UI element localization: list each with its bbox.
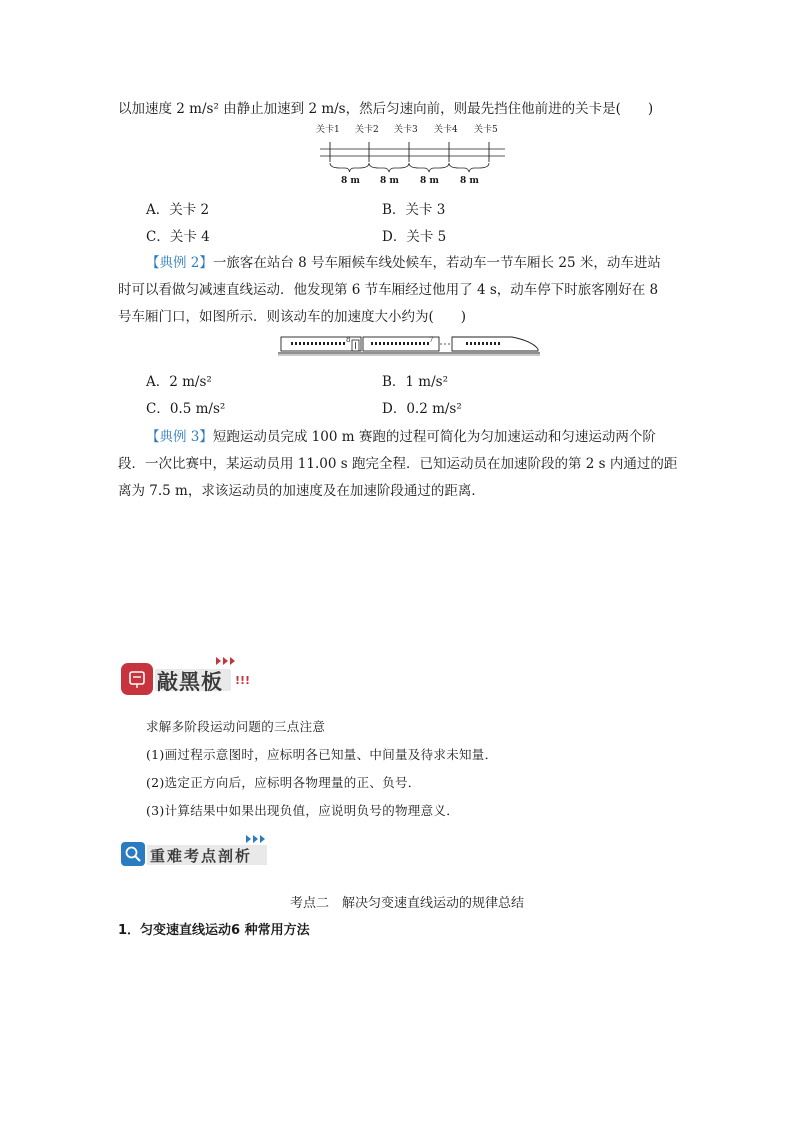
question-1-stem: 以加速度 2 m/s² 由静止加速到 2 m/s，然后匀速向前，则最先挡住他前进的关卡是( ) xyxy=(118,101,654,117)
option-b: B．1 m/s² xyxy=(382,374,448,390)
gate-label: 关卡1 xyxy=(316,125,340,135)
option-b: B．关卡 3 xyxy=(382,202,446,218)
car-label-7: 7 xyxy=(429,336,434,344)
note-item: (1)画过程示意图时，应标明各已知量、中间量及待求未知量． xyxy=(146,747,498,762)
gates-diagram xyxy=(300,118,520,190)
exclaim-marks: !!! xyxy=(235,674,251,687)
gate-label: 关卡2 xyxy=(355,125,379,135)
spacing-label: 8 m xyxy=(420,176,439,186)
note-item: (3)计算结果中如果出现负值，应说明负号的物理意义． xyxy=(146,803,460,818)
option-c: C．关卡 4 xyxy=(146,229,210,245)
arrows-decoration-icon xyxy=(214,656,238,666)
section-subheading: 1．匀变速直线运动6 种常用方法 xyxy=(118,923,310,938)
spacing-label: 8 m xyxy=(380,176,399,186)
text: 一旅客在站台 8 号车厢候车线处候车，若动车一节车厢长 25 米，动车进站 xyxy=(212,255,661,271)
search-icon xyxy=(121,842,145,866)
blackboard-banner xyxy=(119,660,269,698)
train-diagram xyxy=(276,333,542,357)
example-tag: 【典例 3】 xyxy=(146,429,213,445)
blackboard-icon xyxy=(121,663,153,695)
arrows-decoration-icon xyxy=(244,834,268,844)
option-d: D．0.2 m/s² xyxy=(382,401,462,417)
gate-label: 关卡4 xyxy=(434,125,458,135)
note-item: (2)选定正方向后，应标明各物理量的正、负号． xyxy=(146,775,421,790)
option-c: C．0.5 m/s² xyxy=(146,401,226,417)
question-2-line-3: 号车厢门口，如图所示．则该动车的加速度大小约为( ) xyxy=(118,309,467,325)
question-2-line-2: 时可以看做匀减速直线运动．他发现第 6 节车厢经过他用了 4 s，动车停下时旅客刚好在 8 xyxy=(118,282,659,298)
question-3-line-2: 段．一次比赛中，某运动员用 11.00 s 跑完全程．已知运动员在加速阶段的第 2 s 内通过的距 xyxy=(118,456,678,472)
text: 短跑运动员完成 100 m 赛跑的过程可简化为匀加速运动和匀速运动两个阶 xyxy=(212,429,656,445)
spacing-label: 8 m xyxy=(460,176,479,186)
question-2-line-1 xyxy=(146,251,661,271)
question-3-line-1 xyxy=(146,425,656,445)
example-tag: 【典例 2】 xyxy=(146,255,213,271)
option-a: A．关卡 2 xyxy=(146,202,210,218)
analysis-banner xyxy=(119,840,279,870)
gate-label: 关卡3 xyxy=(394,125,418,135)
option-d: D．关卡 5 xyxy=(382,229,447,245)
car-label-8: 8 xyxy=(346,336,351,344)
section-title: 考点二 解决匀变速直线运动的规律总结 xyxy=(290,896,525,911)
blackboard-title: 敲黑板 xyxy=(157,670,223,694)
spacing-label: 8 m xyxy=(341,176,360,186)
question-3-line-3: 离为 7.5 m，求该运动员的加速度及在加速阶段通过的距离． xyxy=(118,483,485,499)
notes-heading: 求解多阶段运动问题的三点注意 xyxy=(146,719,326,734)
option-a: A．2 m/s² xyxy=(146,374,212,390)
gate-label: 关卡5 xyxy=(474,125,498,135)
analysis-title: 重难考点剖析 xyxy=(150,847,253,865)
